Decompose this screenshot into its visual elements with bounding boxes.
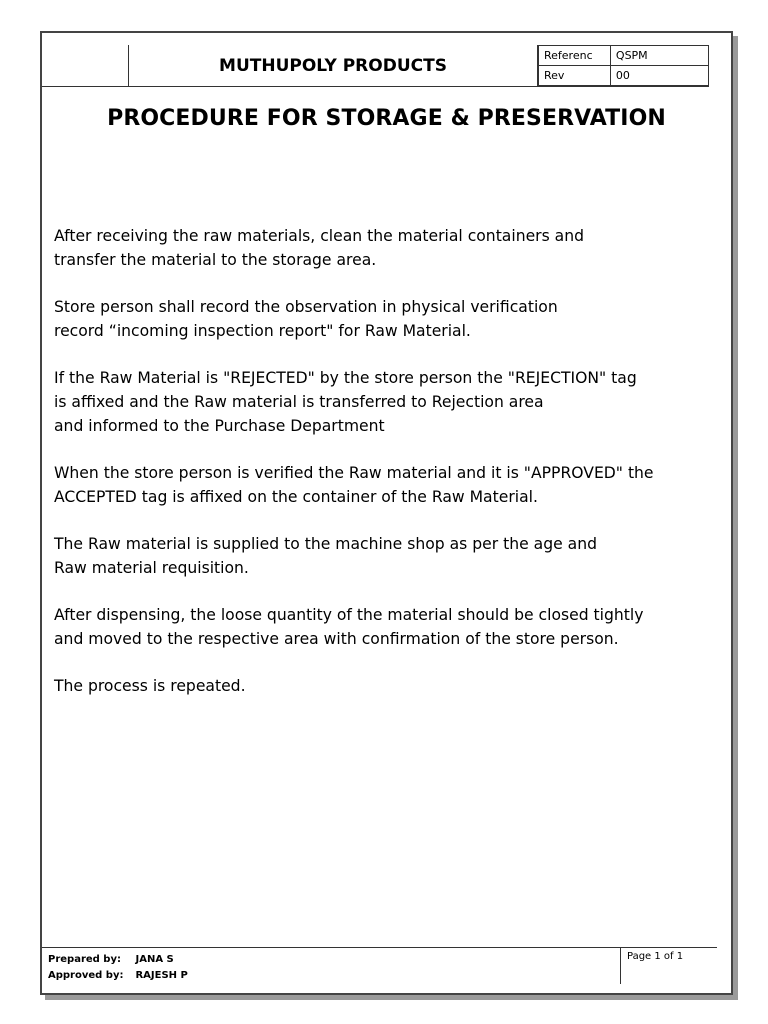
- document-page: [40, 31, 733, 995]
- reference-label: Referenc: [539, 46, 611, 66]
- rev-value: 00: [610, 66, 708, 86]
- document-body: [54, 224, 719, 721]
- document-footer: [42, 947, 717, 988]
- paragraph: When the store person is verified the Raw material and it is "APPROVED" the ACCEPTED tag is affixed on the container of the Raw Material.: [54, 464, 654, 506]
- prepared-by-row: [48, 952, 188, 968]
- approved-by-row: [48, 968, 188, 984]
- rev-label: Rev: [539, 66, 611, 86]
- document-header: [42, 45, 709, 87]
- paragraph: After receiving the raw materials, clean the material containers and transfer the material to the storage area.: [54, 227, 585, 269]
- prepared-by-label: Prepared by:: [48, 954, 121, 965]
- paragraph: After dispensing, the loose quantity of the material should be closed tightly and moved to the respective area with confirmation of the store person.: [54, 606, 644, 648]
- prepared-by-value: JANA S: [135, 954, 174, 965]
- paragraph: If the Raw Material is "REJECTED" by the store person the "REJECTION" tag is affixed and the Raw material is transferred to Rejection area and informed to the Purchase Department: [54, 369, 637, 435]
- paragraph: Store person shall record the observation in physical verification record “incoming inspection report" for Raw Material.: [54, 298, 558, 340]
- page-number: Page 1 of 1: [620, 948, 683, 984]
- approved-by-label: Approved by:: [48, 970, 124, 981]
- paragraph: The Raw material is supplied to the machine shop as per the age and Raw material requisition.: [54, 535, 598, 577]
- reference-value: QSPM: [610, 46, 708, 66]
- company-name: MUTHUPOLY PRODUCTS: [129, 45, 538, 86]
- paragraph: The process is repeated.: [54, 677, 246, 695]
- document-title: PROCEDURE FOR STORAGE & PRESERVATION: [107, 106, 666, 131]
- reference-table: [538, 45, 709, 86]
- approved-by-value: RAJESH P: [135, 970, 188, 981]
- signoff-block: [48, 952, 188, 984]
- logo-cell: [42, 45, 129, 86]
